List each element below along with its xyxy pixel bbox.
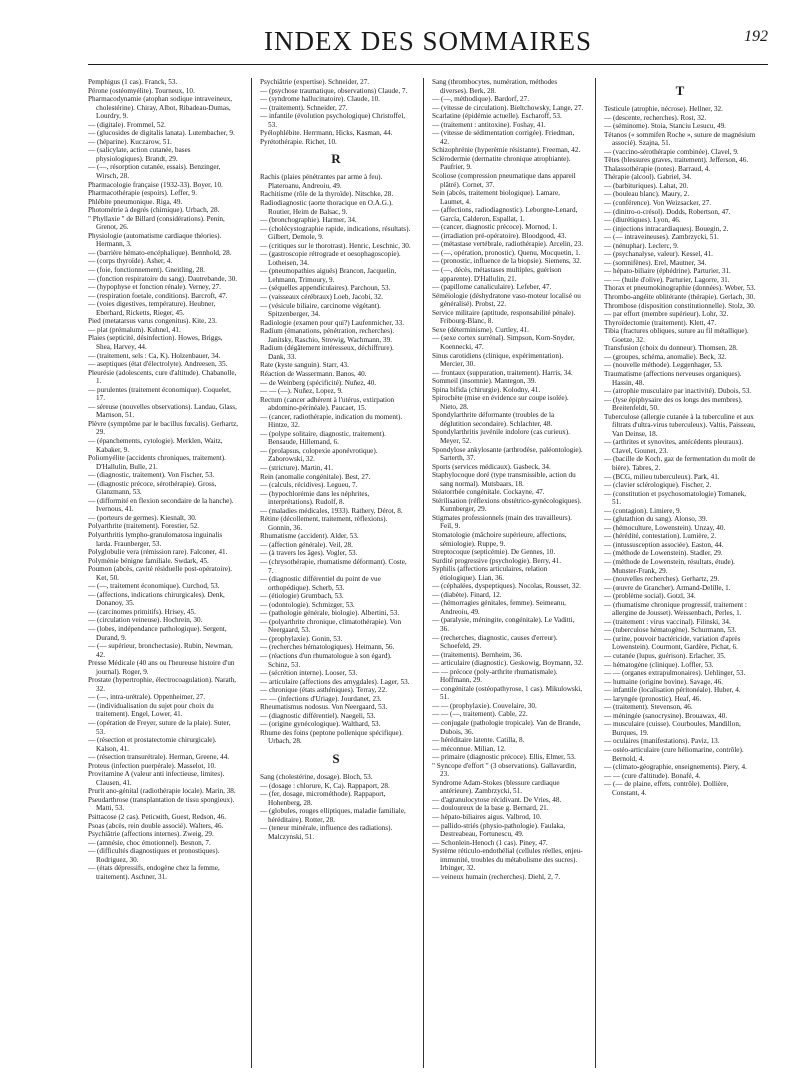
index-entry: — (pathologie générale, biologie). Albertini, 53.: [260, 609, 400, 618]
index-entry: Stéatorrhée congénitale. Cockayne, 47.: [432, 488, 545, 497]
index-entry: — (hérédité, contestation). Lumière, 2.: [604, 532, 717, 541]
index-entry: — (atrophie musculaire par inactivité). Dubois, 53.: [604, 387, 752, 396]
index-entry: — (fonction respiratoire du sang). Dautrebande, 30.: [88, 274, 238, 283]
index-entry: — — (infections d'Uriage). Jourdanet, 23.: [260, 694, 382, 703]
index-entry: — (constitution et psychosomatologie) Tomanek, 51.: [604, 489, 747, 507]
index-entry: Phlébite pneumonique. Riga, 49.: [88, 197, 183, 206]
index-entry: — (à travers les âges). Vogler, 53.: [260, 549, 358, 558]
index-entry: Schizophrénie (hyperémie résistante). Freeman, 42.: [432, 146, 581, 155]
index-entry: — cutanée (lupus, guérison). Erlacher, 35.: [604, 652, 726, 660]
index-entry: — (dosage : chlorure, K, Ca). Rappaport, 28.: [260, 781, 390, 790]
index-entry: — (prophylaxie). Gonin, 53.: [260, 634, 343, 643]
index-entry: — (diagnostic différentiel). Naegeli, 53.: [260, 711, 376, 720]
index-entry: Presse Médicale (40 ans ou l'heureuse histoire d'un journal). Roger, 9.: [88, 659, 235, 676]
index-entry: Spondylarthritis juvénile indolore (cas curieux). Meyer, 52.: [432, 428, 570, 445]
index-entry: — (prolapsus, colopexie aponévrotique). Zaborowski, 32.: [260, 446, 378, 464]
section-letter: S: [332, 751, 340, 767]
index-entry: — (teneur minérale, influence des radiations). Malczynski, 51.: [260, 824, 393, 841]
index-entry: Thrombo-angéite oblitérante (thérapie). Gerlach, 30.: [604, 293, 756, 302]
index-entry: Spondylarthrite déformante (troubles de la déglutition secondaire). Schlachter, 48.: [432, 411, 555, 428]
index-entry: — (corps thyroïde). Asher, 4.: [88, 257, 173, 266]
index-entry: Prurit ano-génital (radiothérapie locale). Marin, 38.: [88, 787, 236, 796]
page-title: INDEX DES SOMMAIRES: [263, 26, 593, 56]
index-entry: — chronique (états asthéniques). Terray, 22.: [260, 686, 388, 695]
index-entry: — (métastase vertébrale, radiothérapie). Arcelin, 23.: [432, 240, 584, 249]
index-entry: — (somnifènes). Erel, Mautner, 34.: [604, 258, 707, 267]
index-entry: Plaies (septicité, désinfection). Howes, Briggs, Shea, Harvey, 44.: [88, 334, 223, 351]
section-letter: R: [331, 151, 341, 167]
index-entry: Tibia (fractures obliques, suture au fil métallique). Goetze, 32.: [604, 327, 749, 344]
index-entry: — frontaux (suppuration, traitement). Harris, 34.: [432, 368, 573, 377]
index-entry: — (dinitro-o-crésol). Dodds, Robertson, 47.: [604, 207, 731, 216]
index-entry: — (calculs, récidives). Legueu, 7.: [260, 481, 358, 490]
index-entry: — (opération de Freyer, suture de la plaie). Suter, 53.: [88, 719, 231, 736]
index-entry: Stérilisation (réflexions obstétrico-gynécologiques). Kunnberger, 29.: [432, 496, 582, 514]
index-entry: — (céphalées, dyspeptiques). Nocolas, Rousset, 32.: [432, 582, 581, 591]
index-columns: [88, 78, 768, 1068]
index-entry: — (problème social). Gotzl, 34.: [604, 592, 696, 601]
index-entry: — (cancer, radiothérapie, indication du moment). Hintze, 32.: [260, 412, 403, 430]
index-entry: — (hypophyse et fonction rénale). Verney, 27.: [88, 283, 221, 292]
index-entry: Staphylocoque doré (type transmissible, action du sang normal). Mutsbaars, 18.: [432, 471, 576, 488]
index-entry: Sein (abcès, traitement biologique). Lamare, Laumet, 4.: [432, 189, 560, 206]
index-entry: — infantile (localisation péritonéale). Huber, 4.: [604, 686, 741, 695]
index-entry: — (circulation veineuse). Hochrein, 30.: [88, 616, 203, 625]
index-entry: — (difficultés diagnostiques et pronostiques). Rodriguez, 30.: [88, 847, 220, 864]
index-entry: — (séquelles appendiculaires). Parchoun, 53.: [260, 284, 391, 293]
index-entry: — (épanchements, cytologie). Merklen, Waitz, Kabaker, 9.: [88, 436, 223, 454]
index-entry: — (voies digestives, température). Heubner, Eberhard, Ricketts, Rieger, 45.: [88, 300, 216, 317]
index-entry: Thrombose (disposition constitutionnelle). Stolz, 30.: [604, 301, 756, 310]
index-entry: " Phyllaxie " de Billard (considérations). Penin, Grenot, 26.: [88, 214, 225, 232]
index-entry: Séméiologie (déshydratone vaso-moteur localisé ou généralisé). Probst, 22.: [432, 291, 581, 309]
index-entry: — oculaires (manifestations). Paviz, 13.: [604, 737, 720, 746]
index-entry: — (œuvre de Grancher). Armand-Delille, 1.: [604, 583, 731, 592]
index-entry: Pleurésie (adolescents, cure d'altitude). Chabanolle, 1.: [88, 368, 237, 386]
index-entry: — veineux humain (recherches). Diehl, 2, 7.: [432, 872, 561, 881]
index-entry: Têtes (blessures graves, traitement). Jefferson, 46.: [604, 156, 749, 165]
index-entry: — (urine, pouvoir bactéricide, variation d'après Lowenstein). Courmont, Gardère, Pichat, 6.: [604, 634, 741, 652]
index-entry: — (intussusception associée). Easton, 44.: [604, 540, 724, 549]
index-entry: — (sécrétion interne). Looser, 53.: [260, 669, 358, 678]
index-entry: Sexe (déterminisme). Curtley, 41.: [432, 325, 529, 334]
index-entry: — (diagnostic, traitement). Von Fischer, 53.: [88, 471, 215, 480]
index-entry: — (hémorragies génitales, femme). Seimeanu, Andreoiu, 49.: [432, 599, 566, 616]
index-entry: — (affection générale). Veil, 28.: [260, 540, 353, 549]
index-entry: — (cancer, diagnostic précoce). Mornod, 1.: [432, 223, 558, 232]
index-entry: — (psychose traumatique, observations) Claude, 7.: [260, 86, 408, 95]
index-entry: — — (—, traitement). Cable, 22.: [432, 710, 528, 719]
index-entry: — — (—). Nuñez, Lopez, 9.: [260, 387, 343, 396]
index-entry: — — (organes extrapulmonaires). Uehlinger, 53.: [604, 669, 746, 678]
index-entry: — (méthode de Lowenstein, résultats, étude). Munster-Frank, 29.: [604, 557, 735, 575]
index-entry: Syphilis (affections articulaires, relation étiologique). Lian, 36.: [432, 565, 548, 582]
index-entry: Spirochète (mise en évidence sur coupe isolée). Nieto, 28.: [432, 394, 569, 411]
index-entry: — articulaire (diagnostic). Geskowig, Boymann, 32.: [432, 659, 584, 668]
index-entry: — (paralysie, méningite, congénitale). Le Vaditti, 36.: [432, 616, 575, 633]
index-entry: — (affections, radiodiagnostic). Leborgne-Lenard, García, Calderon, Espallat, 1.: [432, 206, 578, 223]
index-entry: — (odontologie). Schmizger, 53.: [260, 600, 355, 609]
index-entry: — (gastroscopie rétrograde et oesophagoscopie). Lotheisen, 34.: [260, 250, 401, 267]
index-entry: — — (prophylaxie). Couvelaire, 30.: [432, 701, 537, 710]
index-entry: — (pneumopathies aiguës) Brancon, Jacquelin, Lehmann, Trimoury, 9.: [260, 267, 397, 284]
index-column-3: [432, 78, 584, 1068]
index-entry: Pseudarthrose (transplantation de tissu spongieux). Matti, 53.: [88, 795, 235, 813]
index-entry: — (hypochlorémie dans les néphrites, interprétations). Rudolf, 8.: [260, 489, 370, 507]
index-entry: Radium (dégâtement intéresseux, déchiffrure). Dank, 33.: [260, 344, 394, 361]
index-entry: Photométrie à degrés (chimique). Urbach, 28.: [88, 206, 220, 215]
index-entry: Sang (thrombocytes, numération, méthodes diverses). Berk, 28.: [432, 78, 558, 95]
index-entry: — (—, intra-urétrale). Oppenheimer, 27.: [88, 693, 206, 702]
index-entry: — (salicylate, action cutanée, bases physiologiques). Brandt, 29.: [88, 146, 191, 163]
index-entry: — (états dépressifs, endogène chez la femme, traitement). Aschner, 31.: [88, 864, 220, 881]
index-entry: — (porteurs de germes). Kiesnalt, 30.: [88, 513, 197, 522]
index-entry: — (recherches hématologiques). Heimann, 56.: [260, 643, 395, 652]
index-entry: — (vitesse de sédimentation corrigée). Friedman, 42.: [432, 129, 575, 146]
index-entry: Pemphigus (1 cas). Franck, 53.: [88, 78, 178, 86]
index-entry: Sommeil (insomnie). Mantegon, 39.: [432, 377, 537, 386]
index-entry: — (amnésie, choc émotionnel). Besnon, 7.: [88, 838, 211, 847]
index-entry: — (injections intracardiaques). Bouegin, 2.: [604, 224, 729, 233]
index-entry: — (bouleau blanc). Maury, 2.: [604, 190, 690, 199]
index-entry: — (traitement : virus vaccinal). Filinski, 34.: [604, 617, 731, 626]
index-entry: Psychiâtrie (affections internes). Zweig, 29.: [88, 830, 214, 839]
index-entry: — (nouvelles recherches). Gerhartz, 29.: [604, 575, 720, 584]
index-entry: — (maladies médicales, 1933). Rathery, Dérot, 8.: [260, 506, 403, 515]
index-entry: — (cholécystographie rapide, indications, résultats). Gilbert, Demole, 9.: [260, 224, 411, 242]
index-column-2: [260, 78, 412, 1068]
index-entry: — (carcinomes primitifs). Hrisey, 45.: [88, 607, 196, 616]
index-entry: — (stricture). Martin, 41.: [260, 463, 334, 472]
index-entry: — (résection transurétrale). Herman, Greene, 44.: [88, 753, 230, 762]
index-entry: — (rhumatisme chronique progressif, traitement : allergine de Jousset). Weissenbach, Perles, 1.: [604, 600, 747, 618]
index-entry: — congénitale (ostéopathyrose, 1 cas). Mikulowski, 51.: [432, 684, 583, 702]
index-entry: Tétanos (« sommifen Roche », suture de magnésium associé). Szajna, 51.: [604, 130, 756, 148]
index-entry: — (lobes, indépendance pathologique). Sergent, Durand, 9.: [88, 625, 227, 642]
index-entry: Sang (cholestérine, dosage). Bloch, 53.: [260, 773, 373, 782]
index-entry: — (—, traitement économique). Curchod, 53.: [88, 582, 220, 591]
index-entry: — (réactions d'un rhumatologue à son égard). Schinz, 53.: [260, 652, 392, 669]
index-entry: — méningée (sanocrysine). Brouawax, 40.: [604, 711, 728, 720]
index-entry: — aseptiques (état d'électrolyte). Andreesen, 35.: [88, 360, 228, 369]
index-entry: Rheumatismus nodosus. Von Neergaard, 53.: [260, 703, 388, 712]
index-entry: Stomatologie (mâchoire supérieure, affections, sémiologie). Ruppe, 9.: [432, 530, 567, 548]
index-entry: Psychiâtrie (expertise). Schneider, 27.: [260, 78, 370, 86]
index-entry: Stigmates professionnels (main des travailleurs). Feil, 9.: [432, 513, 572, 531]
index-entry: Polyménie bénigne familiale. Swdark, 45.: [88, 556, 209, 565]
index-entry: Pharmacologie française (1932-33). Boyer, 10.: [88, 180, 223, 189]
index-entry: — — précoce (poly-arthrite rhumatismale). Hoffmann, 29.: [432, 667, 558, 685]
index-entry: Sclérodermie (dermatite chronique atrophiante). Paufrier, 9.: [432, 154, 571, 172]
section-letter: T: [675, 83, 685, 98]
index-entry: Poumon (abcès, cavité résiduelle post-opératoire). Ket, 50.: [88, 565, 233, 582]
index-entry: — par effort (membre supérieur). Lohr, 32.: [604, 310, 729, 319]
index-entry: — (vésicule biliaire, carcinome végétant). Spitzenberger, 34.: [260, 301, 381, 319]
index-entry: Polyarthritis lympho-granulomatosa inguinalis larda. Fraunberger, 53.: [88, 530, 223, 548]
index-entry: — (bacille de Koch, gaz de fermentation du moût de bière). Tabres, 2.: [604, 455, 756, 472]
index-entry: — (fer, dosage, microméthode). Rappaport, Hohenberg, 28.: [260, 790, 386, 807]
index-entry: Syndrome Adam-Stokes (blessure cardiaque antérieure). Zambrzycki, 51.: [432, 778, 560, 796]
index-entry: — (digitale). Frommel, 52.: [88, 120, 166, 129]
index-entry: — (conférence). Von Weizsacker, 27.: [604, 199, 712, 208]
index-entry: — d'agranulocytose récidivant. De Vries, 48.: [432, 795, 562, 804]
index-entry: — (syndrome hallucinatoire). Claude, 10.: [260, 95, 380, 104]
index-entry: Psittacose (2 cas). Petiсмith, Guest, Redson, 46.: [88, 813, 227, 822]
index-entry: — humaine (origine bovine). Savage, 46.: [604, 677, 723, 686]
index-entry: Poliomyélite (accidents chroniques, traitement). D'Hallulin, Bulle, 21.: [88, 454, 226, 471]
index-entry: — (traitements). Bernheim, 36.: [432, 650, 523, 659]
index-entry: — laryngée (pronostic). Heaf, 46.: [604, 694, 702, 703]
index-entry: Tuberculose (allergie cutanée à la tuberculine et aux filtrats d'ultra-virus tuberculeux). Valtis, Paisseau, Van Deinse, 18.: [604, 412, 756, 438]
index-entry: — (papillome canaliculaire). Lefeber, 47.: [432, 283, 552, 292]
index-entry: — — (cure d'altitude). Bonafé, 4.: [604, 771, 701, 780]
index-entry: " Syncope d'effort " (3 observations). Gallavardin, 23.: [432, 761, 577, 779]
index-entry: Polyglobulie vera (rémission rare). Falconer, 41.: [88, 548, 228, 557]
index-entry: Plèvre (symptôme par le bacillus fœcalis). Gerhartz, 29.: [88, 419, 239, 437]
index-entry: — (vaisseaux cérébraux) Loeb, Jacobi, 32.: [260, 293, 383, 302]
index-entry: — (lyse épiphysaire des os longs des membres). Breitenfeldt, 50.: [604, 395, 743, 413]
index-entry: — (barrière hémato-encéphalique). Bennhold, 28.: [88, 248, 232, 257]
index-entry: Sports (services médicaux). Gasbeck, 34.: [432, 462, 551, 471]
index-entry: Radiologie (examen pour qui?) Laufenmicher, 33.: [260, 318, 405, 327]
index-entry: Streptocoque (septicémie). De Gennes, 10.: [432, 548, 556, 557]
index-entry: — (hémoculture, Lowenstein). Unzay, 40.: [604, 523, 726, 532]
index-entry: — (diabète). Finard, 12.: [432, 590, 502, 599]
index-entry: — (groupes, schéma, anomalie). Beck, 32.: [604, 352, 727, 361]
index-entry: — (barbituriques). Lahat, 20.: [604, 181, 689, 190]
index-entry: Radium (émanations, pénétration, recherches). Janitsky, Raschio, Strewig, Wachmann, 39.: [260, 327, 395, 344]
index-entry: Réaction de Wassermann. Banos, 40.: [260, 369, 367, 378]
index-entry: — articulaire (affections des amygdales). Lager, 53.: [260, 677, 410, 686]
index-entry: — (—, opération, pronostic). Quenu, Mocquetin, 1.: [432, 248, 581, 257]
index-entry: Pyélophlébite. Herrmann, Hicks, Kasman, 44.: [260, 129, 393, 138]
index-entry: — (bronchographie). Harmer, 34.: [260, 216, 357, 225]
index-entry: — (pronostic, influence de la biopsie). Siemens, 32.: [432, 257, 582, 266]
index-entry: Surdité progressive (psychologie). Berry, 41.: [432, 556, 562, 565]
index-entry: — (séminome). Stoia, Stanciu Lesucu, 49.: [604, 122, 726, 131]
index-entry: — (glutathion du sang). Alonso, 39.: [604, 515, 708, 524]
index-entry: — (arthrites et synovites, antécédents pleuraux). Clavel, Gounet, 23.: [604, 438, 744, 455]
index-entry: — (nénuphar). Leclerc, 9.: [604, 241, 679, 250]
index-entry: — hépato-biliaires aigus. Valbrod, 10.: [432, 813, 542, 822]
index-entry: — (critiques sur le thorotrast). Henric, Leschnic, 30.: [260, 241, 411, 250]
index-entry: Testicule (atrophie, nécrose). Hellner, 32.: [604, 105, 723, 113]
index-entry: — (— de plaine, effets, contrôle). Dollière, Constant, 4.: [604, 780, 729, 797]
index-entry: Traumatisme (affections nerveuses organiques). Hassin, 48.: [604, 369, 742, 387]
index-entry: — hématogène (clinique). Loffler, 53.: [604, 660, 714, 669]
index-entry: — (diagnostic précoce, sérothérapie). Gross, Glanzmann, 53.: [88, 479, 217, 497]
index-entry: — (contagion). Limiere, 9.: [604, 506, 682, 515]
index-entry: — (méthode de Lowenstein). Stadler, 29.: [604, 549, 723, 558]
index-entry: Rhume des foins (peptone pollenique spécifique). Urbach, 28.: [260, 728, 403, 746]
index-entry: Sinus carotidiens (clinique, expérimentation). Mercier, 30.: [432, 351, 564, 369]
index-entry: — (difformité en flexion secondaire de la hanche). Ivernous, 41.: [88, 496, 234, 514]
index-entry: Thalassothérapie (notes). Barraud, 4.: [604, 164, 711, 173]
index-entry: Pharmacothérapie (espoirs). Leffer, 9.: [88, 189, 197, 198]
index-entry: — plat (prémalum). Kuhnel, 41.: [88, 325, 181, 334]
index-entry: — de Weinberg (spécificité). Nuñez, 40.: [260, 378, 377, 387]
index-entry: — (glucosides de digitalis lanata). Lutembacher, 9.: [88, 129, 235, 138]
index-entry: — (foie, fonctionnement). Gneitling, 28.: [88, 266, 205, 275]
index-entry: — conjugale (pathologie tropicale). Van de Brande, Dubois, 36.: [432, 719, 581, 736]
index-entry: Pied (metatarsus varus congenitus). Kite, 23.: [88, 317, 217, 326]
index-entry: Provitamine A (valeur anti infectieuse, limites). Clausen, 41.: [88, 770, 225, 787]
header-rule: [88, 64, 768, 65]
index-entry: Pérone (ostéomyélite). Tourneux, 10.: [88, 86, 195, 95]
index-entry: — (diagnostic différentiel du point de vue orthopédique). Scherb, 53.: [260, 575, 381, 592]
index-entry: — (—, résorption cutanée, essais). Benzinger, Wirsch, 28.: [88, 163, 221, 181]
index-column-4: [604, 78, 756, 1068]
index-entry: Spondylose ankylosante (arthrodèse, paléontologie). Sarterth, 37.: [432, 445, 583, 463]
index-entry: — ostéo-articulaire (cure héliomarine, contrôle). Bernold, 4.: [604, 746, 744, 763]
index-entry: — purulentes (traitement économique). Coquelet, 17.: [88, 385, 231, 403]
index-entry: — (globules, rouges elliptiques, maladie familiale, héréditaire). Rotter, 28.: [260, 807, 406, 824]
index-entry: — (étiologie) Grumbach, 53.: [260, 592, 344, 601]
index-entry: Spina bifida (chirurgie). Kolodny, 41.: [432, 385, 541, 394]
index-entry: — (respiration foetale, conditions). Barcroft, 47.: [88, 291, 228, 300]
page-number: 192: [744, 28, 768, 45]
index-entry: — (clavier sclérologique). Fischer, 2.: [604, 481, 712, 490]
column-divider: [595, 78, 596, 1068]
index-entry: — (— supérieur, bronchectasie). Rubin, Newman, 42.: [88, 642, 233, 659]
index-entry: Scoliose (compression pneumatique dans appareil plâtré). Cornet, 37.: [432, 172, 576, 189]
index-entry: — musculaire (cuisse). Courboules, Mandillon, Burques, 19.: [604, 720, 741, 737]
index-entry: Rachis (plaies pénétrantes par arme à feu). Plateroanu, Andreoiu, 49.: [260, 173, 383, 190]
index-entry: Rectum (cancer adhérent à l'utérus, extirpation abdomino-périnéale). Paucaet, 15.: [260, 395, 395, 413]
column-divider: [251, 78, 252, 1068]
index-entry: Radiodiagnostic (aorte thoracique en O.A.G.). Routier, Heim de Balsac, 9.: [260, 199, 393, 216]
index-entry: — (traitement, sels : Ca, K). Holzenbauer, 34.: [88, 351, 221, 360]
index-entry: — méconnue. Milian, 12.: [432, 744, 506, 753]
index-entry: — (sexe cortex surrénal). Simpson, Korn-Snyder, Koennecki, 47.: [432, 334, 575, 351]
index-entry: — primaire (diagnostic précoce). Ellis, Elmer, 53.: [432, 753, 576, 762]
index-entry: — (vitesse de circulation). Bieltchowsky, Lange, 27.: [432, 103, 584, 112]
index-entry: — (—, décès, métastases multiples, guérison apparente). D'Hallulin, 21.: [432, 266, 562, 283]
index-column-1: [88, 78, 240, 1068]
index-entry: — (vaccino-sérothérapie combinée). Clavel, 9.: [604, 147, 739, 156]
index-entry: Transfusion (choix du donneur). Thomsen, 28.: [604, 344, 738, 353]
index-entry: — (— intraveineuses). Zambrzycki, 51.: [604, 233, 719, 242]
index-entry: — (individualisation du sujet pour choix du traitement). Engel, Lower, 41.: [88, 701, 214, 719]
index-entry: — (irradiation pré-opératoire). Bloodgood, 43.: [432, 231, 567, 240]
index-entry: — (chrysothérapie, rhumatisme déformant). Coste, 7.: [260, 557, 407, 575]
index-entry: — — (huile d'olive). Parturier, Lagorre, 31.: [604, 275, 730, 284]
index-entry: Psoas (abcès, rein double associé). Walters, 46.: [88, 821, 224, 830]
index-entry: Système réticulo-endothélial (cellules réelles, enjeu-immunité, troubles du métabolisme des sucres). Irbinger, 32.: [432, 847, 583, 873]
index-entry: — héréditaire latente. Catilla, 8.: [432, 736, 525, 745]
index-entry: — séreuse (nouvelles observations). Landau, Glass, Marnson, 51.: [88, 402, 237, 420]
index-entry: Rein (anomalie congénitale). Best, 27.: [260, 472, 371, 481]
index-entry: Proteus (infection puerpérale). Masselot, 10.: [88, 761, 216, 770]
index-entry: Rhumatisme (accident). Alder, 53.: [260, 532, 359, 541]
column-divider: [423, 78, 424, 1068]
index-entry: Prostate (hypertrophie, électrocoagulation). Narath, 32.: [88, 676, 237, 693]
index-entry: — douloureux de la base g. Bernard, 21.: [432, 804, 549, 813]
index-entry: — (résection et prostatectomie chirurgicale). Kalson, 41.: [88, 736, 217, 753]
index-entry: — hépato-biliaire (éphédrine). Parturier, 31.: [604, 267, 731, 276]
index-entry: — (recherches, diagnostic, causes d'erreur). Schoefeld, 29.: [432, 633, 558, 651]
index-entry: Rachitisme (rôle de la thyroïde). Nitschke, 28.: [260, 190, 394, 199]
index-entry: — pallido-striés (physio-pathologie). Faulaka, Destreabeau, Fortunescu, 49.: [432, 821, 566, 839]
index-entry: — (descente, recherches). Rost, 32.: [604, 113, 707, 122]
index-entry: — (—, méthodique). Bardorf, 27.: [432, 95, 530, 104]
index-entry: — (polyarthrite chronique, climatothérapie). Von Neergaard, 53.: [260, 617, 402, 635]
index-entry: Polyarthrite (traitement). Forestier, 52.: [88, 522, 200, 531]
index-entry: — Schonlein-Henoch (1 cas). Piney, 47.: [432, 838, 548, 847]
index-entry: Scarlatine (épidémie actuelle). Escharoff, 53.: [432, 112, 562, 121]
index-entry: Pyrétothérapie. Richet, 10.: [260, 137, 337, 146]
index-entry: — (traitement : antitoxine). Foshay, 41.: [432, 120, 546, 129]
index-entry: — (BCG, milieu tuberculeux). Park, 41.: [604, 472, 720, 481]
index-entry: Physiologie (automatisme cardiaque théories). Hermann, 3.: [88, 231, 222, 249]
index-entry: Service militaire (aptitude, responsabilité pénale). Fribourg-Blanc, 8.: [432, 308, 576, 326]
index-entry: Rétine (décollement, traitement, réflexions). Gonnin, 36.: [260, 515, 388, 532]
index-entry: — (affections, indications chirurgicales). Denk, Donanoy, 35.: [88, 590, 225, 608]
index-entry: Thyroïdectomie (traitement). Klett, 47.: [604, 318, 717, 327]
index-entry: — infantile (évolution psychologique) Christoffel, 53.: [260, 112, 405, 129]
index-entry: — (polype solitaire, diagnostic, traitement). Bensaude, Hillemand, 6.: [260, 429, 386, 447]
index-entry: — (origine gynécologique). Walthard, 53.: [260, 720, 381, 729]
index-entry: — (traitement). Schneider, 27.: [260, 103, 348, 112]
index-entry: — (nouvelle méthode). Leggenhager, 53.: [604, 361, 723, 370]
index-entry: Pharmacodynamie (atophan sodique intraveineux, cholestérine). Chiray, Albot, Ribadeau-Dumas, Lourdry, 9.: [88, 95, 233, 121]
index-entry: — (tuberculose hématogène). Schurmann, 53.: [604, 626, 737, 635]
index-entry: — (climato-géographie, enseignements). Piery, 4.: [604, 763, 747, 772]
index-entry: — (traitement). Stevenson, 46.: [604, 703, 693, 712]
index-entry: Rate (kyste sanguin). Starr, 43.: [260, 361, 349, 370]
index-entry: — (héparine). Kuczarow, 51.: [88, 137, 172, 146]
index-entry: Thorax et pneumokinographie (données). Weber, 53.: [604, 284, 756, 293]
index-entry: Thérapie (alcool). Gabriel, 34.: [604, 173, 692, 182]
page-header: [88, 26, 768, 60]
index-entry: — (diurétiques). Lyon, 46.: [604, 216, 681, 225]
index-entry: — (psychanalyse, valeur). Kessel, 41.: [604, 250, 713, 259]
